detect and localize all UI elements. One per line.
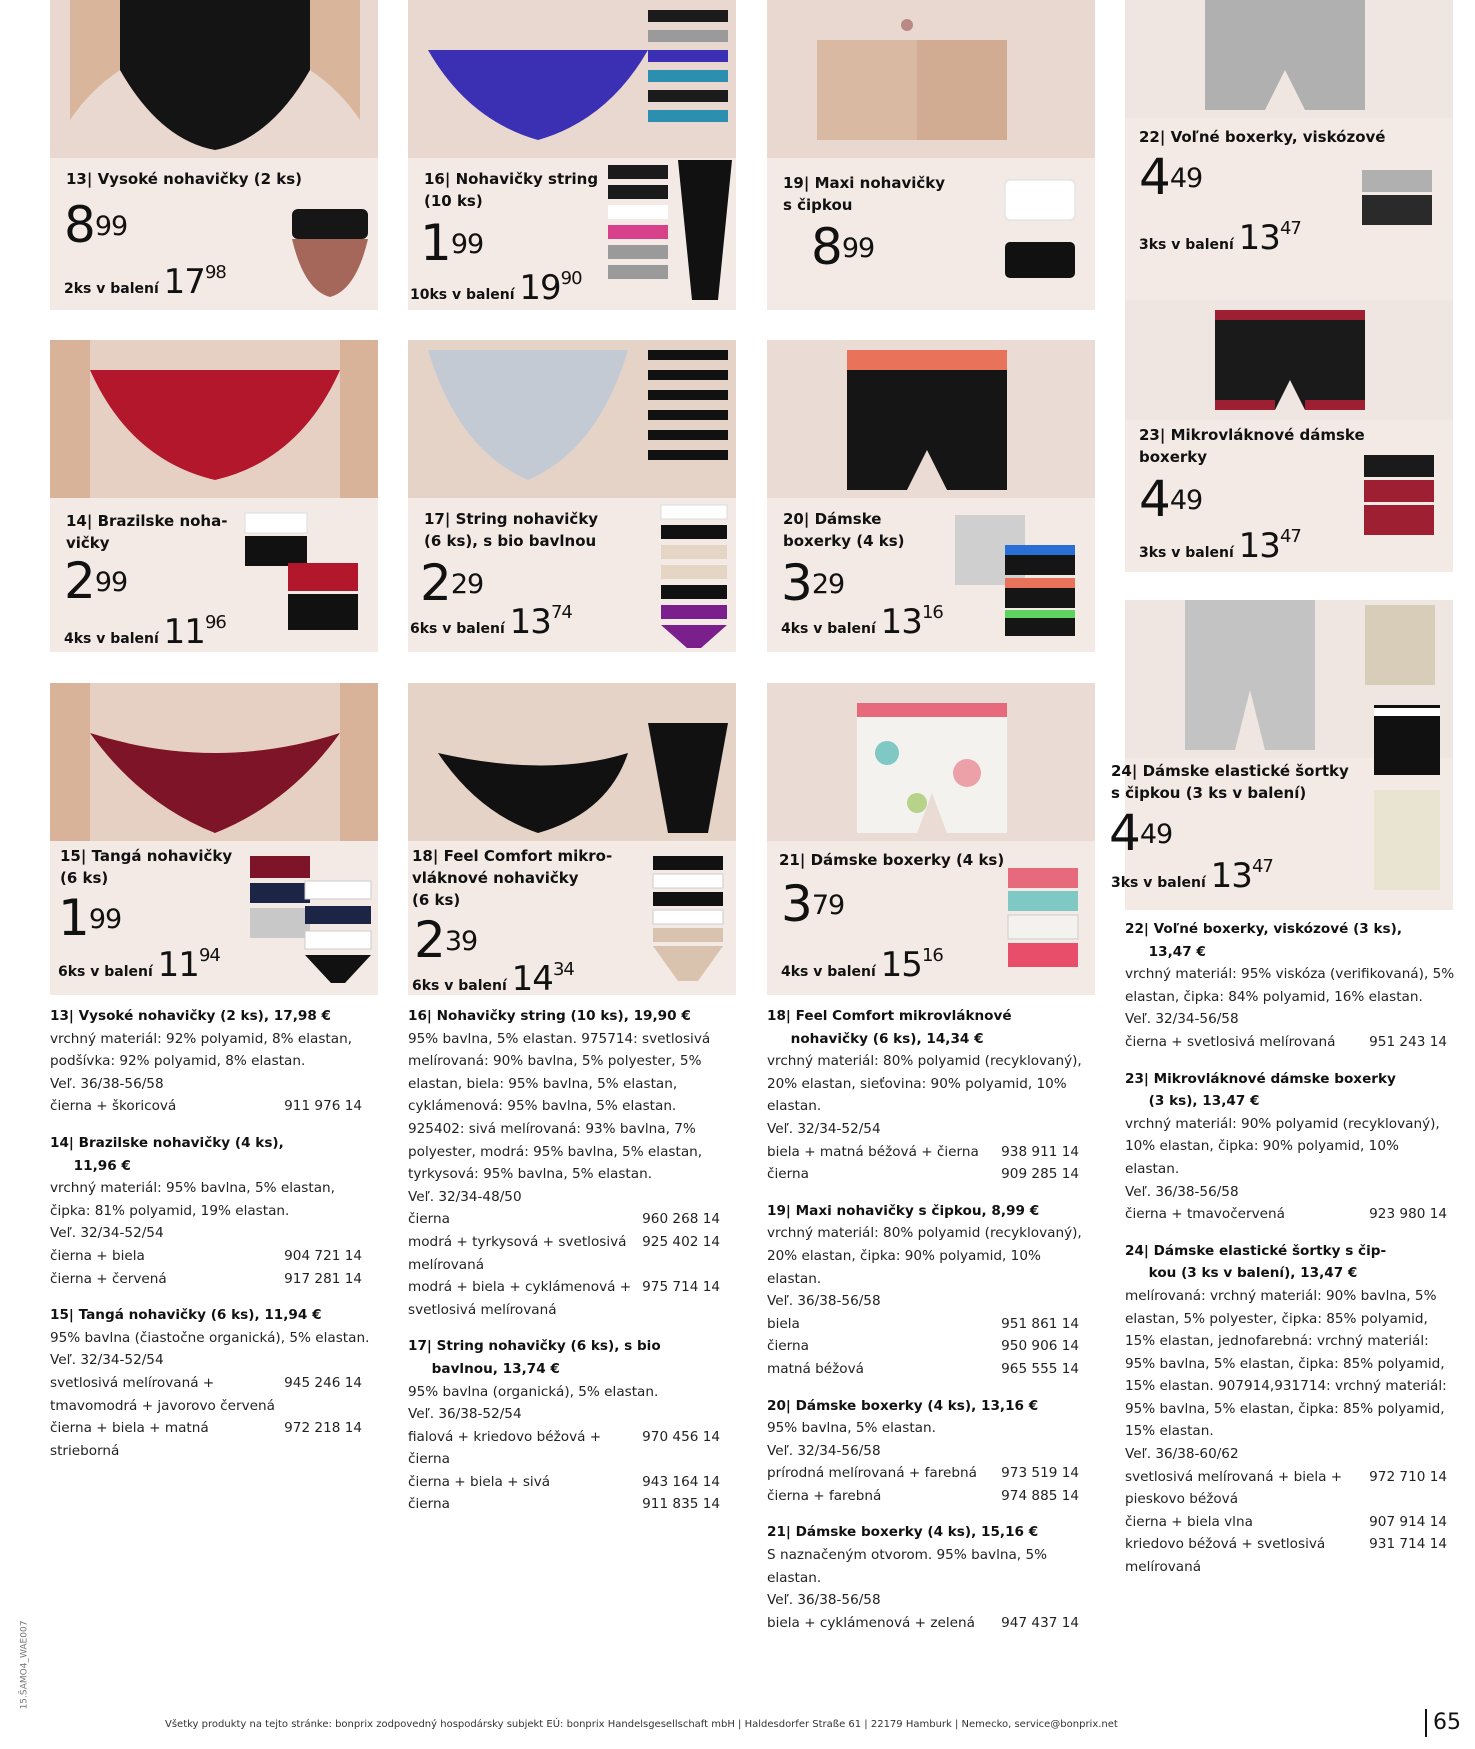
product-card-15 — [50, 683, 378, 995]
product-card-24 — [1109, 600, 1453, 910]
variant-color: čierna — [408, 1211, 450, 1228]
variant-color: svetlosivá melírovaná + tmavomodrá + javorovo červená — [50, 1374, 275, 1414]
pack-price — [781, 602, 943, 642]
string-photo — [408, 0, 736, 158]
size-range: Veľ. 36/38-56/58 — [767, 1293, 881, 1310]
variant-row — [50, 1268, 370, 1291]
variant-row — [1125, 1203, 1455, 1226]
size-range: Veľ. 32/34-52/54 — [50, 1225, 164, 1242]
variant-code: 923 980 14 — [1369, 1206, 1447, 1223]
product-title: 23| Mikrovláknové dámske boxerky — [1139, 426, 1365, 466]
variant-row — [50, 1095, 370, 1118]
price-integer: 4 — [1139, 148, 1170, 206]
pack-integer: 13 — [1238, 218, 1280, 258]
micro-boxer-photo — [1125, 300, 1453, 420]
product-card-17 — [408, 340, 736, 652]
product-photo — [408, 683, 736, 841]
price-decimal: 29 — [811, 569, 845, 600]
description-column-1 — [50, 1005, 370, 1476]
price-decimal: 99 — [88, 904, 122, 935]
variant-code: 951 243 14 — [1369, 1033, 1447, 1050]
variant-row — [408, 1208, 728, 1231]
description-text: 95% bavlna, 5% elastan. 975714: svetlosivá melírovaná: 90% bavlna, 5% polyester, 5% elastan, biela: 95% bavlna, 5% elastan, cyklámenová: 95% bavlna, 5% elastan. 925402: sivá melírovaná: 93% bavlna, 7% polyester, modrá: 95% bavlna, 5% elastan, tyrkysová: 95% bavlna, 5% elastan. — [408, 1030, 711, 1183]
pack-thumbnails — [648, 851, 728, 991]
variant-code: 947 437 14 — [1001, 1614, 1079, 1631]
variant-color: matná béžová — [767, 1360, 864, 1377]
price-decimal: 79 — [811, 890, 845, 921]
variant-row — [408, 1276, 728, 1321]
product-price — [1109, 804, 1173, 862]
pack-integer: 14 — [511, 959, 553, 999]
variant-row — [767, 1358, 1087, 1381]
product-photo — [50, 683, 378, 841]
variant-row — [408, 1471, 728, 1494]
pack-price — [1111, 856, 1273, 896]
variant-code: 975 714 14 — [642, 1279, 720, 1296]
description-heading: 13| Vysoké nohavičky (2 ks), 17,98 € — [50, 1008, 331, 1024]
product-photo — [408, 340, 736, 498]
variant-code: 973 519 14 — [1001, 1465, 1079, 1482]
variant-color: čierna — [767, 1166, 809, 1183]
size-range: Veľ. 32/34-52/54 — [50, 1352, 164, 1369]
brazil-photo — [50, 340, 378, 498]
pack-price — [64, 262, 226, 302]
pack-thumbnails — [1357, 165, 1437, 235]
maxi-photo — [767, 0, 1095, 158]
description-heading: 14| Brazilske nohavičky (4 ks), 11,96 € — [50, 1134, 284, 1174]
description-block — [767, 1200, 1087, 1381]
description-heading: 22| Voľné boxerky, viskózové (3 ks), 13,47 € — [1125, 921, 1402, 960]
variant-color: čierna — [767, 1338, 809, 1355]
description-heading: 19| Maxi nohavičky s čipkou, 8,99 € — [767, 1202, 1040, 1219]
pack-label: 4ks v balení — [781, 964, 876, 980]
price-integer: 1 — [420, 214, 451, 272]
pack-integer: 13 — [1238, 526, 1280, 566]
variant-row — [50, 1245, 370, 1268]
variant-code: 904 721 14 — [284, 1247, 362, 1264]
price-decimal: 99 — [841, 233, 875, 264]
size-range: Veľ. 32/34-48/50 — [408, 1188, 522, 1205]
pack-decimal: 47 — [1279, 526, 1301, 547]
pack-thumbnails — [240, 508, 374, 638]
pack-price — [58, 945, 220, 985]
product-price — [1139, 148, 1203, 206]
variant-code: 938 911 14 — [1001, 1143, 1079, 1160]
variant-color: modrá + tyrkysová + svetlosivá melírovaná — [408, 1233, 627, 1273]
variant-row — [408, 1426, 728, 1471]
variant-color: čierna + škoricová — [50, 1098, 177, 1115]
product-photo — [50, 340, 378, 498]
pack-label: 3ks v balení — [1139, 545, 1234, 561]
variant-color: kriedovo béžová + svetlosivá melírovaná — [1125, 1536, 1326, 1576]
product-price — [811, 218, 875, 276]
product-card-16 — [408, 0, 736, 310]
description-column-2 — [408, 1005, 728, 1530]
price-integer: 8 — [64, 196, 95, 254]
pack-integer: 13 — [509, 602, 551, 642]
pack-integer: 11 — [163, 612, 205, 652]
description-block — [1125, 1240, 1455, 1579]
pack-integer: 13 — [1210, 856, 1252, 896]
pack-thumbnails — [955, 510, 1089, 640]
variant-row — [50, 1417, 370, 1462]
description-column-4 — [1125, 918, 1455, 1593]
pack-label: 6ks v balení — [412, 978, 507, 994]
product-price — [420, 554, 484, 612]
description-block — [1125, 918, 1455, 1054]
size-range: Veľ. 36/38-56/58 — [767, 1592, 881, 1609]
product-title: 17| String nohavičky (6 ks), s bio bavlnou — [424, 510, 599, 550]
feel-comfort-photo — [408, 683, 736, 841]
page-number: 65 — [1425, 1709, 1461, 1737]
pack-decimal: 94 — [198, 945, 220, 966]
pack-decimal: 47 — [1251, 856, 1273, 877]
pack-decimal: 96 — [204, 612, 226, 633]
product-title: 22| Voľné boxerky, viskózové — [1139, 128, 1386, 146]
variant-code: 909 285 14 — [1001, 1166, 1079, 1183]
product-photo — [767, 683, 1095, 841]
variant-code: 951 861 14 — [1001, 1315, 1079, 1332]
pack-integer: 17 — [163, 262, 205, 302]
description-block — [50, 1304, 370, 1462]
side-code: 15.ŠAMO4_WAE007 — [19, 1620, 30, 1710]
price-decimal: 99 — [450, 229, 484, 260]
price-integer: 8 — [811, 218, 842, 276]
variant-row — [767, 1313, 1087, 1336]
pack-thumbnails — [1003, 863, 1083, 973]
variant-code: 943 164 14 — [642, 1473, 720, 1490]
product-photo — [50, 0, 378, 158]
pack-price — [410, 602, 572, 642]
description-block — [50, 1005, 370, 1118]
description-heading: 24| Dámske elastické šortky s čip- kou (3 ks v balení), 13,47 € — [1125, 1242, 1387, 1282]
pack-label: 10ks v balení — [410, 287, 515, 303]
description-text: vrchný materiál: 80% polyamid (recyklovaný), 20% elastan, sieťovina: 90% polyamid, 10% elastan. — [767, 1053, 1082, 1115]
pack-decimal: 16 — [921, 945, 943, 966]
variant-row — [1125, 1466, 1455, 1511]
pack-decimal: 47 — [1279, 218, 1301, 239]
description-text: 95% bavlna, 5% elastan. — [767, 1420, 936, 1437]
product-photo — [767, 0, 1095, 158]
variant-code: 931 714 14 — [1369, 1536, 1447, 1553]
product-price — [1139, 470, 1203, 528]
variant-row — [767, 1335, 1087, 1358]
price-integer: 2 — [64, 552, 95, 610]
product-title: 16| Nohavičky string (10 ks) — [424, 170, 599, 210]
pack-thumbnails — [1369, 700, 1449, 900]
product-price — [414, 911, 478, 969]
price-decimal: 29 — [450, 569, 484, 600]
price-integer: 3 — [781, 875, 812, 933]
variant-row — [767, 1462, 1087, 1485]
variant-row — [767, 1163, 1087, 1186]
product-photo — [767, 340, 1095, 498]
description-text: vrchný materiál: 95% bavlna, 5% elastan, čipka: 81% polyamid, 19% elastan. — [50, 1180, 335, 1219]
variant-color: biela — [767, 1315, 800, 1332]
footer-legal: Všetky produkty na tejto stránke: bonprix zodpovedný hospodársky subjekt EÚ: bonprix Handelsgesellschaft mbH | Haldesdorfer Straße 61 | 22179 Hamburk | Nemecko, service@bonprix.net — [165, 1719, 1118, 1730]
variant-code: 911 976 14 — [284, 1098, 362, 1115]
boxer-black-photo — [767, 340, 1095, 498]
description-block — [767, 1395, 1087, 1508]
pack-label: 6ks v balení — [58, 964, 153, 980]
price-decimal: 49 — [1139, 819, 1173, 850]
pack-decimal: 90 — [560, 268, 582, 289]
variant-color: čierna + biela + sivá — [408, 1473, 551, 1490]
variant-color: čierna + svetlosivá melírovaná — [1125, 1033, 1336, 1050]
variant-color: čierna + farebná — [767, 1487, 882, 1504]
variant-color: čierna + biela — [50, 1247, 145, 1264]
pack-thumbnails — [1359, 450, 1439, 540]
variant-color: čierna + tmavočervená — [1125, 1206, 1285, 1223]
description-block — [767, 1005, 1087, 1186]
size-range: Veľ. 32/34-52/54 — [767, 1120, 881, 1137]
size-range: Veľ. 36/38-56/58 — [50, 1075, 164, 1092]
variant-code: 972 710 14 — [1369, 1468, 1447, 1485]
product-photo — [1125, 300, 1453, 420]
description-heading: 21| Dámske boxerky (4 ks), 15,16 € — [767, 1524, 1039, 1541]
description-text: 95% bavlna (organická), 5% elastan. — [408, 1383, 659, 1400]
price-integer: 4 — [1109, 804, 1140, 862]
description-block — [408, 1335, 728, 1516]
description-text: melírovaná: vrchný materiál: 90% bavlna, 5% elastan, 5% polyester, čipka: 85% polyamid, 15% elastan, jednofarebná: vrchný materiál: 95% bavlna, 5% elastan, čipka: 85% polyamid, 15% elastan. 907914,931714: vrchný materiál: 95% bavlna, 5% elastan, čipka: 85% polyamid, 15% elastan. — [1125, 1287, 1447, 1440]
variant-row — [767, 1612, 1087, 1635]
product-card-19 — [767, 0, 1095, 310]
variant-row — [50, 1372, 370, 1417]
pack-decimal: 98 — [204, 262, 226, 283]
pack-decimal: 74 — [550, 602, 572, 623]
variant-code: 907 914 14 — [1369, 1513, 1447, 1530]
pack-integer: 13 — [880, 602, 922, 642]
pack-label: 6ks v balení — [410, 621, 505, 637]
variant-code: 960 268 14 — [642, 1211, 720, 1228]
size-range: Veľ. 36/38-56/58 — [1125, 1183, 1239, 1200]
product-price — [781, 554, 845, 612]
price-decimal: 49 — [1169, 163, 1203, 194]
product-title: 14| Brazilske noha- vičky — [66, 512, 228, 552]
size-range: Veľ. 36/38-52/54 — [408, 1406, 522, 1423]
description-heading: 18| Feel Comfort mikrovláknové nohavičky (6 ks), 14,34 € — [767, 1008, 1012, 1047]
variant-color: modrá + biela + cyklámenová + svetlosivá melírovaná — [408, 1279, 632, 1318]
pack-label: 2ks v balení — [64, 281, 159, 297]
variant-row — [408, 1231, 728, 1276]
variant-row — [1125, 1533, 1455, 1578]
price-decimal: 99 — [94, 567, 128, 598]
description-heading: 15| Tangá nohavičky (6 ks), 11,94 € — [50, 1307, 322, 1324]
product-card-13 — [50, 0, 378, 310]
variant-row — [767, 1485, 1087, 1508]
description-text: S naznačeným otvorom. 95% bavlna, 5% elastan. — [767, 1547, 1048, 1586]
boxer-photo — [1125, 0, 1453, 118]
product-card-23 — [1125, 300, 1453, 572]
pack-label: 4ks v balení — [781, 621, 876, 637]
product-price — [64, 196, 128, 254]
price-integer: 2 — [420, 554, 451, 612]
variant-color: fialová + kriedovo béžová + čierna — [408, 1428, 602, 1468]
pack-price — [412, 959, 574, 999]
product-card-20 — [767, 340, 1095, 652]
pack-thumbnails — [286, 205, 372, 300]
price-integer: 4 — [1139, 470, 1170, 528]
description-block — [50, 1132, 370, 1290]
variant-color: čierna — [408, 1496, 450, 1513]
paisley-boxer-photo — [767, 683, 1095, 841]
price-integer: 1 — [58, 889, 89, 947]
variant-code: 970 456 14 — [642, 1428, 720, 1445]
variant-code: 974 885 14 — [1001, 1487, 1079, 1504]
pack-price — [410, 268, 582, 308]
variant-color: biela + cyklámenová + zelená — [767, 1614, 975, 1631]
price-decimal: 99 — [94, 211, 128, 242]
variant-code: 917 281 14 — [284, 1270, 362, 1287]
briefs-photo — [50, 0, 378, 158]
variant-row — [1125, 1511, 1455, 1534]
pack-decimal: 34 — [552, 959, 574, 980]
pack-thumbnails — [608, 160, 734, 310]
description-text: vrchný materiál: 95% viskóza (verifikovaná), 5% elastan, čipka: 84% polyamid, 16% elastan. — [1125, 966, 1455, 1005]
pack-thumbnails — [250, 851, 376, 991]
description-text: vrchný materiál: 80% polyamid (recyklovaný), 20% elastan, čipka: 90% polyamid, 10% elastan. — [767, 1225, 1082, 1287]
pack-thumbnails — [656, 500, 732, 650]
pack-label: 3ks v balení — [1111, 875, 1206, 891]
pack-label: 3ks v balení — [1139, 237, 1234, 253]
pack-integer: 19 — [519, 268, 561, 308]
variant-code: 965 555 14 — [1001, 1360, 1079, 1377]
pack-price — [64, 612, 226, 652]
variant-color: prírodná melírovaná + farebná — [767, 1465, 977, 1482]
price-integer: 2 — [414, 911, 445, 969]
variant-code: 972 218 14 — [284, 1420, 362, 1437]
description-block — [1125, 1068, 1455, 1226]
description-heading: 16| Nohavičky string (10 ks), 19,90 € — [408, 1008, 691, 1024]
description-text: vrchný materiál: 92% polyamid, 8% elastan, podšívka: 92% polyamid, 8% elastan. — [50, 1030, 353, 1070]
description-heading: 20| Dámske boxerky (4 ks), 13,16 € — [767, 1397, 1039, 1414]
variant-code: 950 906 14 — [1001, 1338, 1079, 1355]
product-price — [64, 552, 128, 610]
size-range: Veľ. 32/34-56/58 — [767, 1442, 881, 1459]
product-card-22 — [1125, 0, 1453, 310]
variant-code: 945 246 14 — [284, 1374, 362, 1391]
product-price — [420, 214, 484, 272]
product-price — [58, 889, 122, 947]
pack-integer: 11 — [157, 945, 199, 985]
product-card-18 — [408, 683, 736, 999]
description-heading: 23| Mikrovláknové dámske boxerky (3 ks), 13,47 € — [1125, 1070, 1396, 1110]
product-title: 13| Vysoké nohavičky (2 ks) — [66, 170, 303, 188]
variant-code: 925 402 14 — [642, 1233, 720, 1250]
tanga-photo — [50, 683, 378, 841]
size-range: Veľ. 36/38-60/62 — [1125, 1446, 1239, 1463]
price-decimal: 49 — [1169, 485, 1203, 516]
product-card-14 — [50, 340, 378, 652]
description-block — [767, 1521, 1087, 1634]
pack-price — [1139, 218, 1301, 258]
variant-color: čierna + biela vlna — [1125, 1513, 1253, 1530]
size-range: Veľ. 32/34-56/58 — [1125, 1011, 1239, 1028]
pack-price — [781, 945, 943, 985]
description-text: 95% bavlna (čiastočne organická), 5% elastan. — [50, 1329, 370, 1346]
price-integer: 3 — [781, 554, 812, 612]
variant-color: čierna + biela + matná strieborná — [50, 1420, 209, 1459]
product-title: 19| Maxi nohavičky s čipkou — [783, 174, 946, 214]
product-title: 20| Dámske boxerky (4 ks) — [783, 510, 905, 550]
product-photo — [408, 0, 736, 158]
variant-color: čierna + červená — [50, 1270, 167, 1287]
pack-thumbnails — [995, 170, 1085, 290]
variant-color: biela + matná béžová + čierna — [767, 1143, 979, 1160]
product-title: 21| Dámske boxerky (4 ks) — [779, 851, 1005, 869]
variant-row — [767, 1141, 1087, 1164]
product-title: 24| Dámske elastické šortky s čipkou (3 ks v balení) — [1111, 762, 1349, 802]
product-card-21 — [767, 683, 1095, 995]
description-block — [408, 1005, 728, 1321]
description-heading: 17| String nohavičky (6 ks), s bio bavlnou, 13,74 € — [408, 1338, 661, 1377]
variant-code: 911 835 14 — [642, 1496, 720, 1513]
pack-label: 4ks v balení — [64, 631, 159, 647]
pack-integer: 15 — [880, 945, 922, 985]
product-price — [781, 875, 845, 933]
variant-row — [1125, 1031, 1455, 1054]
product-title: 18| Feel Comfort mikro- vláknové nohavičky (6 ks) — [412, 847, 613, 909]
pack-decimal: 16 — [921, 602, 943, 623]
product-photo — [1125, 0, 1453, 118]
bio-string-photo — [408, 340, 736, 498]
variant-row — [408, 1493, 728, 1516]
variant-color: svetlosivá melírovaná + biela + pieskovo béžová — [1125, 1468, 1343, 1508]
product-title: 15| Tangá nohavičky (6 ks) — [60, 847, 233, 887]
description-column-3 — [767, 1005, 1087, 1648]
price-decimal: 39 — [444, 926, 478, 957]
description-text: vrchný materiál: 90% polyamid (recyklovaný), 10% elastan, čipka: 90% polyamid, 10% elastan. — [1125, 1115, 1440, 1177]
pack-price — [1139, 526, 1301, 566]
